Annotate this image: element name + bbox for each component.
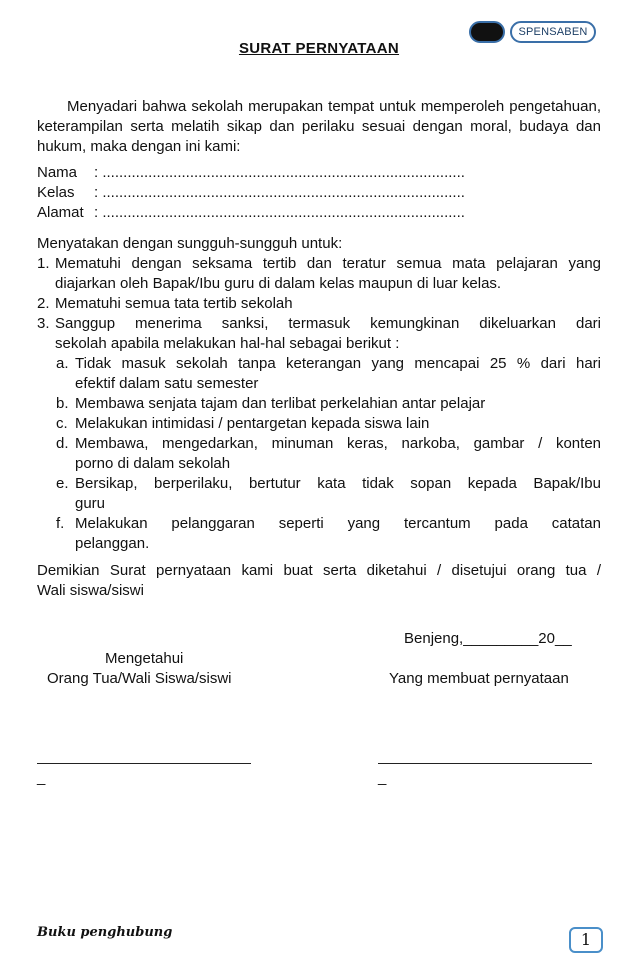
right-sign-role: Yang membuat pernyataan bbox=[389, 670, 569, 687]
field-alamat bbox=[37, 203, 465, 223]
list-item-number: 3. bbox=[37, 315, 50, 332]
field-value: : ....................................................................................... bbox=[94, 184, 465, 201]
right-signature-line bbox=[378, 763, 592, 764]
list-item-number: d. bbox=[56, 435, 69, 452]
field-nama bbox=[37, 163, 465, 183]
list-item-number: e. bbox=[56, 475, 69, 492]
list-item bbox=[56, 434, 601, 474]
field-kelas bbox=[37, 183, 465, 203]
document-title: SURAT PERNYATAAN bbox=[238, 40, 400, 57]
place-date: Benjeng,_________20__ bbox=[404, 630, 572, 647]
footer-book-label: Buku penghubung bbox=[37, 925, 173, 940]
field-label: Alamat bbox=[37, 204, 84, 221]
list-item-number: f. bbox=[56, 515, 65, 532]
left-signature-dash: _ bbox=[37, 769, 46, 786]
list-item-number: a. bbox=[56, 355, 69, 372]
list-item-line: Melakukan pelanggaran seperti yang tercantum pada catatan bbox=[75, 515, 601, 532]
list-item bbox=[56, 394, 601, 414]
list-item-line: Membawa senjata tajam dan terlibat perkelahian antar pelajar bbox=[75, 395, 486, 412]
page-number: 1 bbox=[569, 927, 603, 953]
field-label: Nama bbox=[37, 164, 78, 181]
left-sign-heading: Mengetahui bbox=[105, 650, 184, 667]
list-item-line: diajarkan oleh Bapak/Ibu guru di dalam kelas maupun di luar kelas. bbox=[55, 275, 502, 292]
list-item bbox=[37, 294, 601, 314]
closing-paragraph-line: Wali siswa/siswi bbox=[37, 582, 144, 599]
list-item-line: efektif dalam satu semester bbox=[75, 375, 259, 392]
list-item-line: Bersikap, berperilaku, bertutur kata tidak sopan kepada Bapak/Ibu bbox=[75, 475, 601, 492]
list-item-line: Membawa, mengedarkan, minuman keras, narkoba, gambar / konten bbox=[75, 435, 601, 452]
list-item bbox=[37, 314, 601, 354]
list-item-line: pelanggan. bbox=[75, 535, 150, 552]
declaration-intro: Menyatakan dengan sungguh-sungguh untuk: bbox=[37, 235, 343, 252]
list-item-number: c. bbox=[56, 415, 68, 432]
list-item bbox=[56, 514, 601, 554]
closing-paragraph-line: Demikian Surat pernyataan kami buat serta diketahui / disetujui orang tua / bbox=[37, 562, 601, 579]
field-label: Kelas bbox=[37, 184, 75, 201]
list-item-line: Sanggup menerima sanksi, termasuk kemungkinan dikeluarkan dari bbox=[55, 315, 601, 332]
list-item bbox=[56, 414, 601, 434]
list-item-line: Mematuhi semua tata tertib sekolah bbox=[55, 295, 293, 312]
list-item bbox=[56, 354, 601, 394]
list-item-line: Tidak masuk sekolah tanpa keterangan yang mencapai 25 % dari hari bbox=[75, 355, 601, 372]
list-item-number: 1. bbox=[37, 255, 50, 272]
list-item-number: b. bbox=[56, 395, 69, 412]
list-item-line: Melakukan intimidasi / pentargetan kepada siswa lain bbox=[75, 415, 430, 432]
list-item-line: Mematuhi dengan seksama tertib dan teratur semua mata pelajaran yang bbox=[55, 255, 601, 272]
list-item-line: porno di dalam sekolah bbox=[75, 455, 231, 472]
left-signature-line bbox=[37, 763, 251, 764]
right-signature-dash: _ bbox=[378, 769, 387, 786]
opening-paragraph: Menyadari bahwa sekolah merupakan tempat untuk memperoleh pengetahuan, keterampilan serta melatih sikap dan perilaku sesuai dengan moral, budaya dan hukum, maka dengan ini kami: bbox=[37, 98, 601, 155]
list-item bbox=[37, 254, 601, 294]
brand-badge: SPENSABEN bbox=[510, 21, 596, 43]
list-item-number: 2. bbox=[37, 295, 50, 312]
field-value: : ....................................................................................... bbox=[94, 204, 465, 221]
left-sign-role: Orang Tua/Wali Siswa/siswi bbox=[47, 670, 232, 687]
field-value: : ....................................................................................... bbox=[94, 164, 465, 181]
list-item-line: guru bbox=[75, 495, 106, 512]
list-item bbox=[56, 474, 601, 514]
list-item-line: sekolah apabila melakukan hal-hal sebagai berikut : bbox=[55, 335, 400, 352]
